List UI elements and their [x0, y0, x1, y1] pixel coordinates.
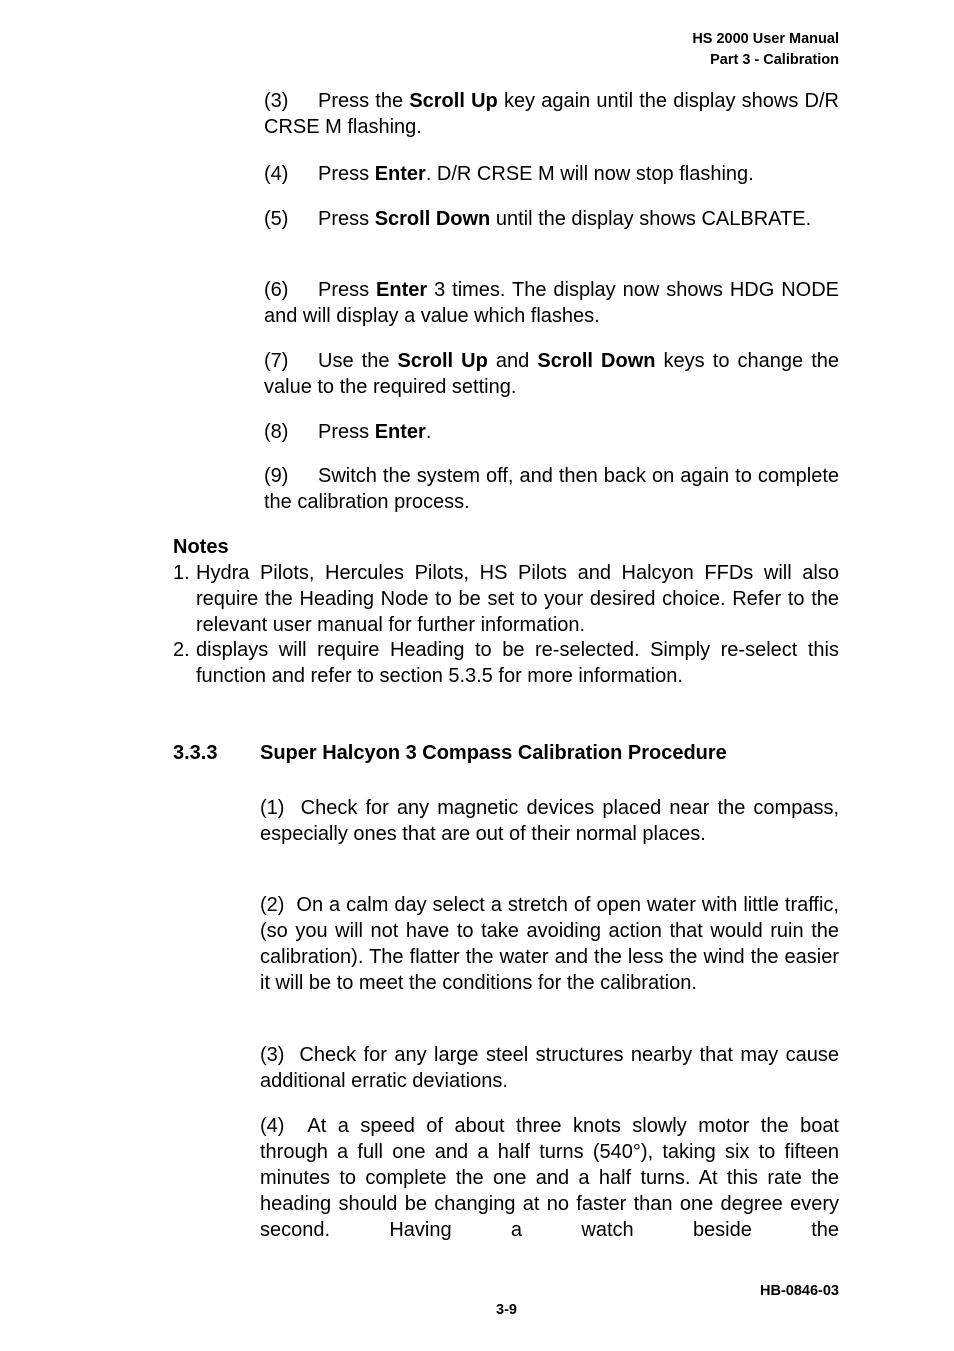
- step-a-9: (9) Switch the system off, and then back on again to complete the calibration process.: [264, 465, 839, 513]
- notes-heading: Notes: [173, 536, 229, 558]
- key-enter: Enter: [374, 421, 426, 443]
- key-scroll-down: Scroll Down: [374, 208, 491, 230]
- footer-page-number: 3-9: [496, 1302, 517, 1318]
- section-title: Super Halcyon 3 Compass Calibration Procedure: [260, 742, 727, 764]
- step-a-7: (7) Use the Scroll Up and Scroll Down keys to change the value to the required setting.: [264, 350, 840, 398]
- step-b-1: (1) Check for any magnetic devices placed near the compass, especially ones that are out of their normal places.: [260, 797, 840, 845]
- step-b-3: (3) Check for any large steel structures nearby that may cause additional erratic deviations.: [260, 1044, 839, 1092]
- note-number: 2.: [173, 639, 190, 661]
- step-a-5: (5) Press Scroll Down until the display shows CALBRATE.: [264, 208, 812, 230]
- footer-doc-id: HB-0846-03: [760, 1283, 839, 1299]
- note-item-2: [173, 637, 839, 689]
- section-number: 3.3.3: [173, 742, 218, 764]
- key-enter: Enter: [376, 279, 428, 301]
- key-scroll-up: Scroll Up: [397, 350, 488, 372]
- step-b-2: (2) On a calm day select a stretch of open water with little traffic, (so you will not have to take avoiding action that would ruin the calibration). The flatter the water and the less the wind the easier it will be to meet the conditions for the calibration.: [260, 894, 839, 994]
- header-manual-title: HS 2000 User Manual: [692, 31, 839, 47]
- key-enter: Enter: [374, 163, 426, 185]
- note-text: Hydra Pilots, Hercules Pilots, HS Pilots and Halcyon FFDs will also require the Heading Node to be set to your desired choice. Refer to the relevant user manual for further information.: [196, 562, 839, 636]
- note-number: 1.: [173, 562, 190, 584]
- step-a-4: (4) Press Enter. D/R CRSE M will now stop flashing.: [264, 163, 754, 185]
- note-item-1: [173, 560, 839, 638]
- step-a-8: (8) Press Enter.: [264, 421, 432, 443]
- step-a-3: (3) Press the Scroll Up key again until the display shows D/R CRSE M flashing.: [264, 90, 840, 138]
- key-scroll-up: Scroll Up: [409, 90, 498, 112]
- note-text: displays will require Heading to be re-selected. Simply re-select this function and refer to section 5.3.5 for more information.: [196, 639, 839, 687]
- section-heading: [173, 740, 727, 766]
- step-b-4: (4) At a speed of about three knots slowly motor the boat through a full one and a half turns (540°), taking six to fifteen minutes to complete the one and a half turns. At this rate the heading should be changing at no faster than one degree every second. Having a watch beside the: [260, 1115, 839, 1241]
- step-a-6: (6) Press Enter 3 times. The display now shows HDG NODE and will display a value which flashes.: [264, 279, 839, 327]
- running-header: [692, 29, 839, 71]
- key-scroll-down: Scroll Down: [537, 350, 656, 372]
- header-part-title: Part 3 - Calibration: [710, 52, 839, 68]
